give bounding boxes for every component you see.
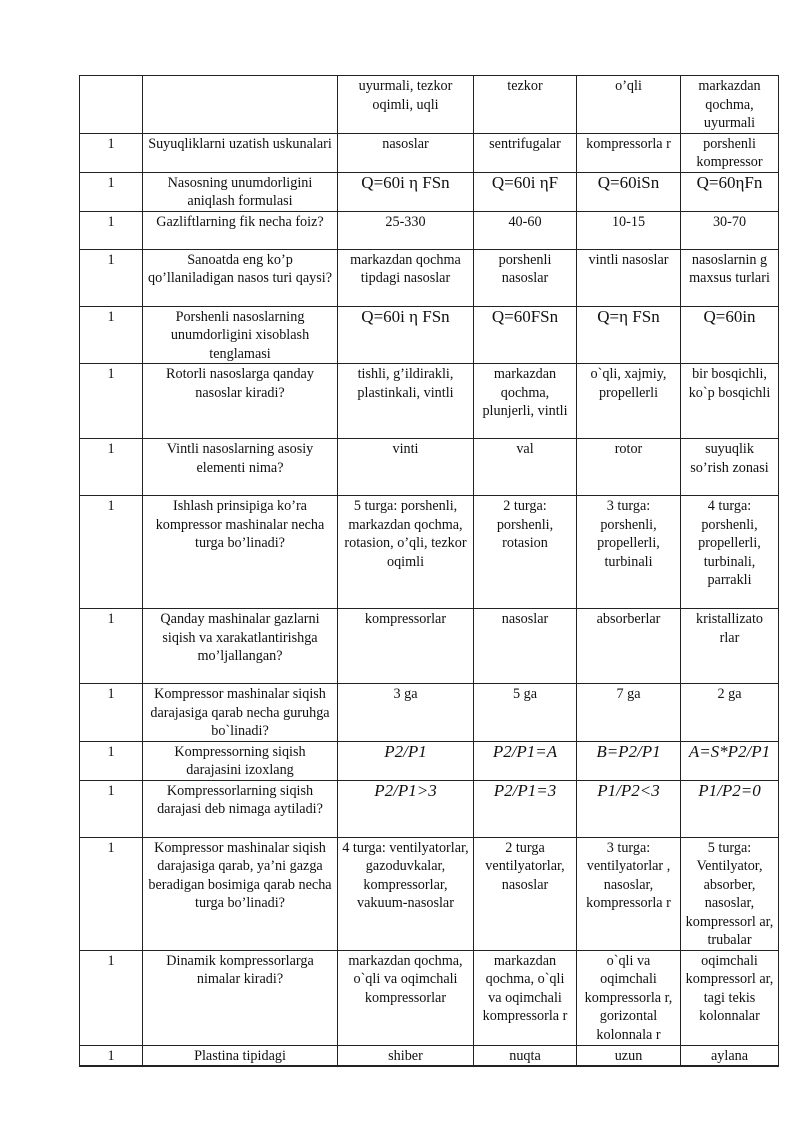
- answer-c: P1/P2<3: [577, 780, 681, 837]
- table-row: [80, 780, 779, 837]
- question-text: Sanoatda eng ko’p qo’llaniladigan nasos turi qaysi?: [143, 249, 338, 306]
- answer-d: bir bosqichli, ko`p bosqichli: [681, 364, 779, 439]
- answer-c: 10-15: [577, 211, 681, 249]
- answer-b: P2/P1=A: [474, 741, 577, 780]
- answer-a: shiber: [338, 1045, 474, 1066]
- question-text: Rotorli nasoslarga qanday nasoslar kiradi?: [143, 364, 338, 439]
- answer-b: 2 turga: porshenli, rotasion: [474, 496, 577, 609]
- answer-b: nasoslar: [474, 609, 577, 684]
- answer-a: 3 ga: [338, 684, 474, 742]
- answer-b: Q=60i ηF: [474, 172, 577, 211]
- answer-a: 4 turga: ventilyatorlar, gazoduvkalar, kompressorlar, vakuum-nasoslar: [338, 837, 474, 950]
- answer-d: Q=60ηFn: [681, 172, 779, 211]
- answer-c: 3 turga: ventilyatorlar , nasoslar, kompressorla r: [577, 837, 681, 950]
- answer-d: 4 turga: porshenli, propellerli, turbinali, parrakli: [681, 496, 779, 609]
- question-text: Plastina tipidagi: [143, 1045, 338, 1066]
- question-text: Porshenli nasoslarning unumdorligini xisoblash tenglamasi: [143, 306, 338, 364]
- answer-d: 30-70: [681, 211, 779, 249]
- test-questions-table: [79, 75, 779, 1067]
- table-row: [80, 249, 779, 306]
- question-number: 1: [80, 133, 143, 172]
- question-text: [143, 76, 338, 134]
- question-number: 1: [80, 439, 143, 496]
- answer-c: uzun: [577, 1045, 681, 1066]
- answer-b: tezkor: [474, 76, 577, 134]
- answer-d: nasoslarnin g maxsus turlari: [681, 249, 779, 306]
- question-text: Dinamik kompressorlarga nimalar kiradi?: [143, 950, 338, 1045]
- question-text: Qanday mashinalar gazlarni siqish va xarakatlantirishga mo’ljallangan?: [143, 609, 338, 684]
- answer-c: o’qli: [577, 76, 681, 134]
- answer-b: 2 turga ventilyatorlar, nasoslar: [474, 837, 577, 950]
- table-row: [80, 211, 779, 249]
- table-row: [80, 306, 779, 364]
- answer-b: markazdan qochma, o`qli va oqimchali kompressorla r: [474, 950, 577, 1045]
- table-row: [80, 609, 779, 684]
- question-text: Gazliftlarning fik necha foiz?: [143, 211, 338, 249]
- question-number: 1: [80, 837, 143, 950]
- question-text: Ishlash prinsipiga ko’ra kompressor mashinalar necha turga bo’linadi?: [143, 496, 338, 609]
- answer-a: 25-330: [338, 211, 474, 249]
- answer-c: absorberlar: [577, 609, 681, 684]
- answer-c: rotor: [577, 439, 681, 496]
- question-text: Nasosning unumdorligini aniqlash formulasi: [143, 172, 338, 211]
- question-number: 1: [80, 1045, 143, 1066]
- question-number: 1: [80, 364, 143, 439]
- answer-d: Q=60in: [681, 306, 779, 364]
- answer-c: B=P2/P1: [577, 741, 681, 780]
- answer-c: Q=60iSn: [577, 172, 681, 211]
- question-number: 1: [80, 780, 143, 837]
- question-number: [80, 76, 143, 134]
- question-number: 1: [80, 496, 143, 609]
- table-row: [80, 76, 779, 134]
- answer-b: 5 ga: [474, 684, 577, 742]
- answer-a: 5 turga: porshenli, markazdan qochma, rotasion, o’qli, tezkor oqimli: [338, 496, 474, 609]
- table-row: [80, 364, 779, 439]
- answer-c: kompressorla r: [577, 133, 681, 172]
- answer-d: aylana: [681, 1045, 779, 1066]
- question-text: Vintli nasoslarning asosiy elementi nima?: [143, 439, 338, 496]
- answer-b: 40-60: [474, 211, 577, 249]
- table-row: [80, 133, 779, 172]
- question-text: Kompressorning siqish darajasini izoxlang: [143, 741, 338, 780]
- answer-b: nuqta: [474, 1045, 577, 1066]
- table-row: [80, 684, 779, 742]
- answer-d: suyuqlik so’rish zonasi: [681, 439, 779, 496]
- question-text: Kompressorlarning siqish darajasi deb nimaga aytiladi?: [143, 780, 338, 837]
- answer-b: Q=60FSn: [474, 306, 577, 364]
- answer-a: P2/P1>3: [338, 780, 474, 837]
- answer-b: P2/P1=3: [474, 780, 577, 837]
- answer-a: vinti: [338, 439, 474, 496]
- answer-d: P1/P2=0: [681, 780, 779, 837]
- question-text: Kompressor mashinalar siqish darajasiga qarab necha guruhga bo`linadi?: [143, 684, 338, 742]
- question-text: Suyuqliklarni uzatish uskunalari: [143, 133, 338, 172]
- question-number: 1: [80, 609, 143, 684]
- answer-b: sentrifugalar: [474, 133, 577, 172]
- answer-d: 5 turga: Ventilyator, absorber, nasoslar, kompressorl ar, trubalar: [681, 837, 779, 950]
- table-row: [80, 439, 779, 496]
- answer-a: markazdan qochma, o`qli va oqimchali kompressorlar: [338, 950, 474, 1045]
- question-number: 1: [80, 950, 143, 1045]
- answer-d: markazdan qochma, uyurmali: [681, 76, 779, 134]
- answer-c: vintli nasoslar: [577, 249, 681, 306]
- question-number: 1: [80, 306, 143, 364]
- answer-a: markazdan qochma tipdagi nasoslar: [338, 249, 474, 306]
- answer-a: Q=60i η FSn: [338, 306, 474, 364]
- table-row: [80, 1045, 779, 1066]
- answer-b: markazdan qochma, plunjerli, vintli: [474, 364, 577, 439]
- question-number: 1: [80, 684, 143, 742]
- answer-d: 2 ga: [681, 684, 779, 742]
- table-row: [80, 496, 779, 609]
- table-row: [80, 172, 779, 211]
- table-row: [80, 837, 779, 950]
- answer-c: 3 turga: porshenli, propellerli, turbinali: [577, 496, 681, 609]
- answer-d: oqimchali kompressorl ar, tagi tekis kolonnalar: [681, 950, 779, 1045]
- question-number: 1: [80, 249, 143, 306]
- answer-a: Q=60i η FSn: [338, 172, 474, 211]
- answer-a: uyurmali, tezkor oqimli, uqli: [338, 76, 474, 134]
- answer-c: Q=η FSn: [577, 306, 681, 364]
- table-row: [80, 741, 779, 780]
- question-text: Kompressor mashinalar siqish darajasiga qarab, ya’ni gazga beradigan bosimiga qarab necha turga bo’linadi?: [143, 837, 338, 950]
- answer-c: o`qli va oqimchali kompressorla r, gorizontal kolonnala r: [577, 950, 681, 1045]
- answer-a: nasoslar: [338, 133, 474, 172]
- answer-b: val: [474, 439, 577, 496]
- answer-d: A=S*P2/P1: [681, 741, 779, 780]
- answer-c: 7 ga: [577, 684, 681, 742]
- answer-c: o`qli, xajmiy, propellerli: [577, 364, 681, 439]
- answer-a: kompressorlar: [338, 609, 474, 684]
- question-number: 1: [80, 741, 143, 780]
- answer-d: kristallizato rlar: [681, 609, 779, 684]
- answer-a: P2/P1: [338, 741, 474, 780]
- question-number: 1: [80, 172, 143, 211]
- question-number: 1: [80, 211, 143, 249]
- table-row: [80, 950, 779, 1045]
- answer-d: porshenli kompressor: [681, 133, 779, 172]
- answer-b: porshenli nasoslar: [474, 249, 577, 306]
- answer-a: tishli, g’ildirakli, plastinkali, vintli: [338, 364, 474, 439]
